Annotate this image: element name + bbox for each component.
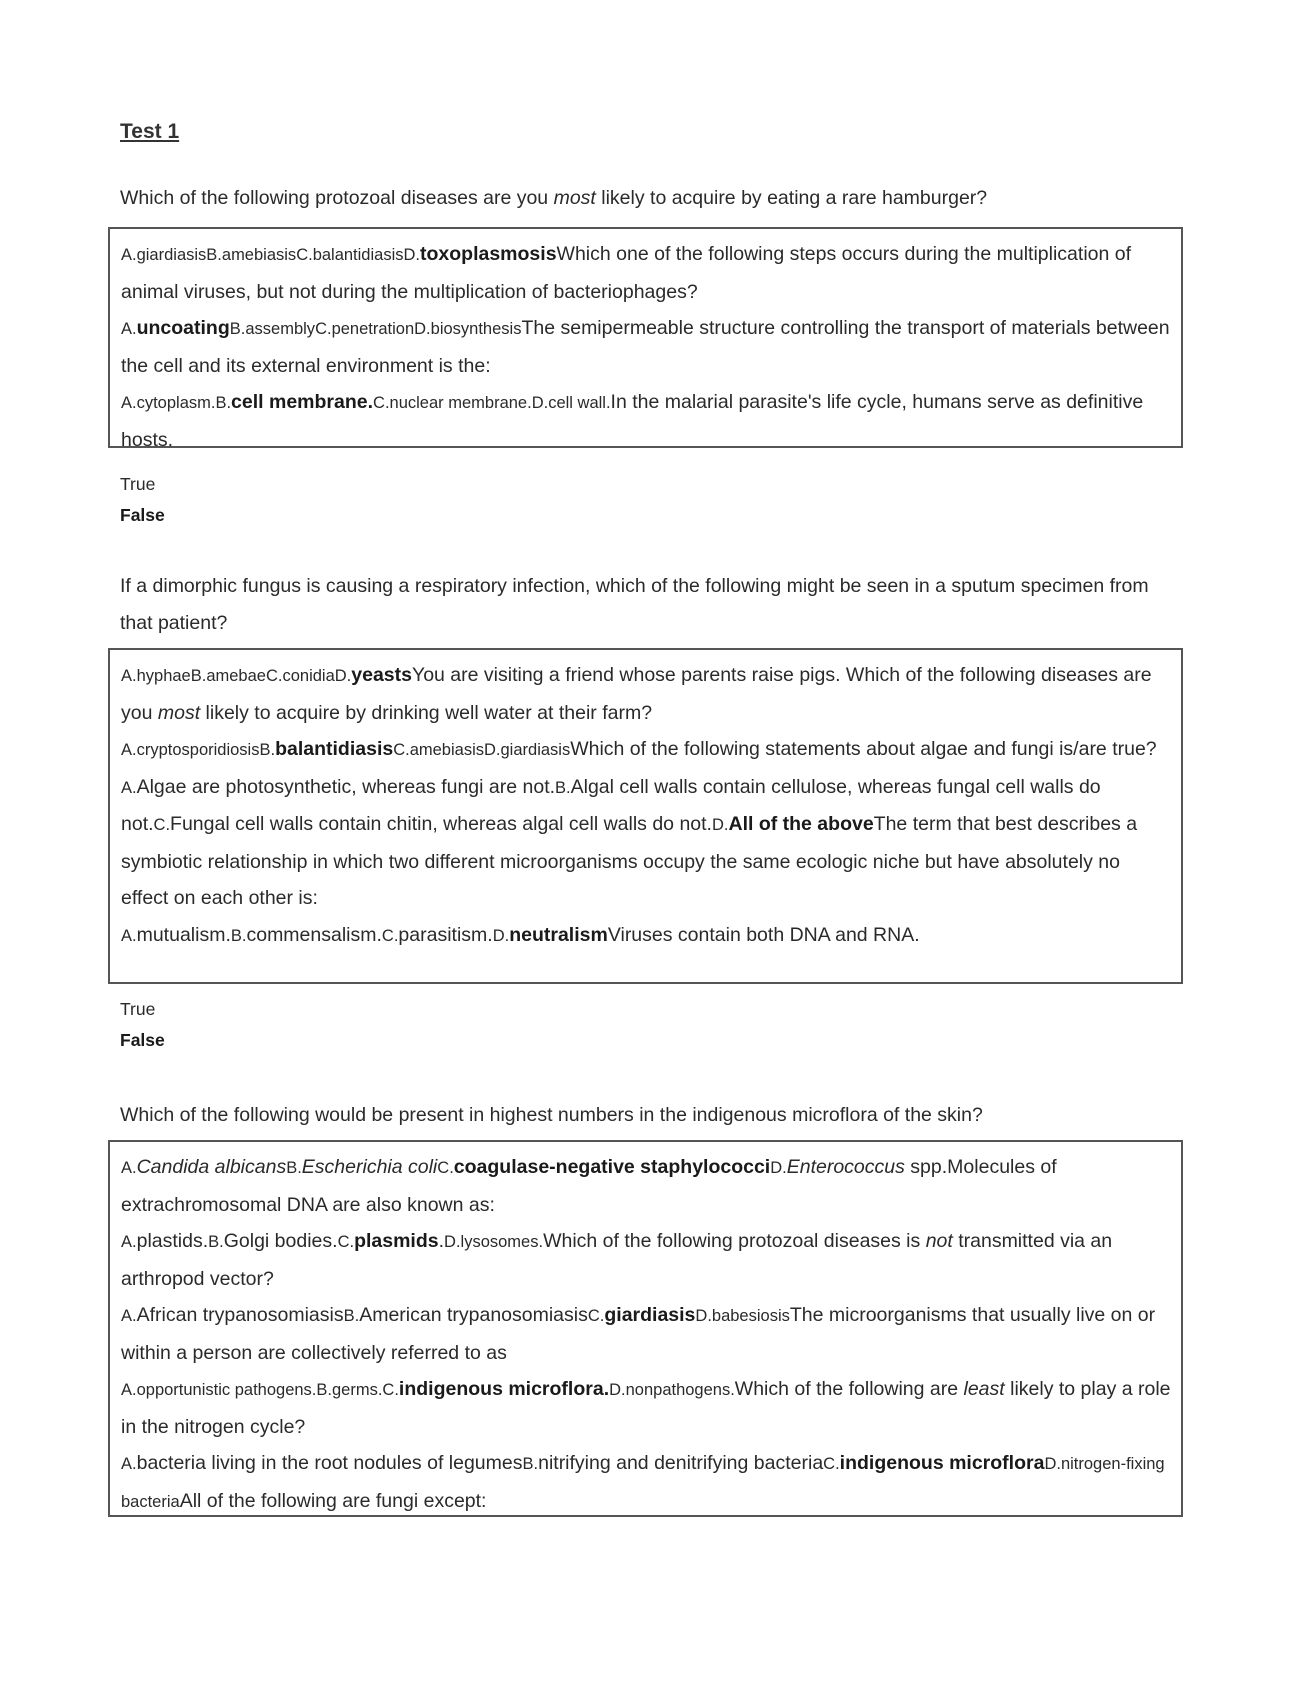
answer-line <box>121 917 1171 955</box>
correct-answer: balantidiasis <box>275 738 394 760</box>
option-text: bacteria living in the root nodules of legumes <box>136 1452 523 1474</box>
question-text: Which of the following are <box>734 1378 964 1400</box>
correct-answer: coagulase-negative staphylococci <box>453 1156 771 1178</box>
option-letter: C. <box>265 667 283 685</box>
correct-answer: uncoating <box>136 317 230 339</box>
option-letter: D. <box>770 1159 787 1177</box>
answer-line <box>121 1297 1171 1371</box>
question-emphasis: least <box>963 1378 1005 1400</box>
answer-line <box>121 1371 1171 1445</box>
option-letter: B. <box>259 741 276 759</box>
option-letter: D. <box>1044 1455 1061 1473</box>
option-text: plastids. <box>136 1230 209 1252</box>
answer-box-3 <box>108 1140 1183 1517</box>
correct-answer: toxoplasmosis <box>420 243 557 265</box>
answer-line <box>121 236 1171 310</box>
question-emphasis: most <box>553 187 596 209</box>
option-text: opportunistic pathogens. <box>136 1381 317 1399</box>
true-false-2 <box>120 994 165 1056</box>
correct-answer: plasmids <box>354 1230 439 1252</box>
option-text: conidia <box>282 667 335 685</box>
question-text: The semipermeable structure controlling the transport of materials between the cell and its external environment is the: <box>121 317 1170 377</box>
option-text: babesiosis <box>711 1307 790 1325</box>
answer-line <box>121 384 1171 458</box>
option-text: nonpathogens. <box>625 1381 735 1399</box>
correct-answer: cell membrane. <box>231 391 374 413</box>
option-text: penetration <box>331 320 415 338</box>
question-text: Molecules of extrachromosomal DNA are also known as: <box>121 1156 1057 1216</box>
option-letter: C. <box>823 1455 840 1473</box>
question-text: The term that best describes a symbiotic relationship in which two different microorganisms occupy the same ecologic niche but have absolutely no effect on each other is: <box>121 813 1138 909</box>
option-letter: C. <box>373 394 390 412</box>
correct-answer: indigenous microflora. <box>398 1378 610 1400</box>
option-text: Escherichia coli <box>301 1156 438 1178</box>
option-letter: B. <box>190 667 207 685</box>
option-text: . <box>438 1230 445 1252</box>
option-letter: A. <box>121 320 137 338</box>
option-letter: D. <box>492 926 510 945</box>
option-letter: A. <box>121 394 137 412</box>
option-text: cryptosporidiosis <box>136 741 260 759</box>
option-letter: A. <box>121 741 137 759</box>
option-text: nitrogen-fixing bacteria <box>121 1455 1165 1511</box>
correct-answer: giardiasis <box>604 1304 696 1326</box>
question-text: In the malarial parasite's life cycle, humans serve as definitive hosts. <box>121 391 1144 451</box>
answer-line <box>121 1445 1171 1520</box>
option-text: Algal cell walls contain cellulose, whereas fungal cell walls do not. <box>121 775 1101 835</box>
option-text: lysosomes. <box>460 1233 544 1251</box>
option-letter: B. <box>229 320 246 338</box>
option-letter: D. <box>484 741 501 759</box>
question-text: likely to play a role in the nitrogen cycle? <box>121 1378 1171 1438</box>
option-letter: B. <box>230 926 247 945</box>
option-letter: C. <box>315 320 332 338</box>
option-text: hyphae <box>136 667 191 685</box>
option-text: Enterococcus <box>786 1156 905 1178</box>
question-emphasis: most <box>157 701 201 724</box>
option-letter: D. <box>444 1233 461 1251</box>
question-text: Which of the following statements about algae and fungi is/are true? <box>570 738 1157 760</box>
option-text: amebae <box>206 667 266 685</box>
question-text: Viruses contain both DNA and RNA. <box>607 923 920 946</box>
question-1 <box>120 180 1170 217</box>
correct-answer: indigenous microflora <box>839 1452 1045 1474</box>
answer-line <box>121 657 1171 731</box>
option-text: giardiasis <box>136 246 207 264</box>
option-letter: D. <box>403 246 420 264</box>
option-letter: A. <box>121 1233 137 1251</box>
option-text: cytoplasm. <box>136 394 216 412</box>
answer-line <box>121 1149 1171 1223</box>
answer-box-2 <box>108 648 1183 984</box>
option-letter: A. <box>121 1307 137 1325</box>
option-text: balantidiasis <box>312 246 404 264</box>
question-2: If a dimorphic fungus is causing a respiratory infection, which of the following might be seen in a sputum specimen from that patient? <box>120 575 1149 634</box>
option-letter: A. <box>121 1455 137 1473</box>
question-emphasis: not <box>925 1230 953 1252</box>
question-text: The microorganisms that usually live on or within a person are collectively referred to as <box>121 1304 1156 1364</box>
question-text: All of the following are fungi except: <box>179 1489 487 1512</box>
option-letter: A. <box>121 778 137 797</box>
option-letter: A. <box>121 667 137 685</box>
option-letter: D. <box>695 1307 712 1325</box>
question-text: transmitted via an arthropod vector? <box>121 1230 1113 1290</box>
option-true: True <box>120 999 156 1019</box>
option-text: African trypanosomiasis <box>136 1304 344 1326</box>
option-letter: A. <box>121 926 137 945</box>
option-text: amebiasis <box>221 246 297 264</box>
option-false <box>120 500 165 531</box>
answer-line <box>121 1223 1171 1297</box>
question-text: Which of the following protozoal diseases is <box>543 1230 926 1252</box>
option-text: assembly <box>245 320 316 338</box>
option-text: cell wall. <box>548 394 611 412</box>
question-text: Which one of the following steps occurs during the multiplication of animal viruses, but not during the multiplication of bacteriophages? <box>121 243 1132 303</box>
option-letter: C. <box>381 926 399 945</box>
option-text: nitrifying and denitrifying bacteria <box>538 1452 824 1474</box>
question-text: likely to acquire by eating a rare hamburger? <box>595 187 988 209</box>
question-text: likely to acquire by drinking well water at their farm? <box>200 701 653 724</box>
option-text: commensalism. <box>246 923 382 946</box>
option-letter: B. <box>206 246 222 264</box>
option-text: Golgi bodies. <box>223 1230 338 1252</box>
option-letter: D. <box>414 320 431 338</box>
option-letter: D. <box>609 1381 626 1399</box>
option-letter: B. <box>343 1307 360 1325</box>
option-letter: C. <box>587 1307 605 1325</box>
option-text: giardiasis <box>500 741 571 759</box>
answer-box-1 <box>108 227 1183 451</box>
option-letter: C. <box>382 1381 399 1399</box>
correct-answer: All of the above <box>728 813 874 835</box>
option-letter: B. <box>208 1233 224 1251</box>
option-false <box>120 1025 165 1056</box>
option-letter: B. <box>316 1381 332 1399</box>
option-letter: A. <box>121 1159 137 1177</box>
correct-answer: False <box>120 505 165 525</box>
question-3: Which of the following would be present in highest numbers in the indigenous microflora of the skin? <box>120 1104 983 1126</box>
answer-line <box>121 769 1171 917</box>
correct-answer: False <box>120 1030 165 1050</box>
answer-line <box>121 731 1171 769</box>
option-letter: C. <box>296 246 313 264</box>
option-text: germs. <box>331 1381 383 1399</box>
option-letter: B. <box>286 1159 302 1177</box>
option-letter: B. <box>522 1455 539 1473</box>
option-text: Algae are photosynthetic, whereas fungi are not. <box>136 775 556 798</box>
option-text: nuclear membrane. <box>389 394 532 412</box>
correct-answer: yeasts <box>351 664 412 686</box>
true-false-1 <box>120 469 165 531</box>
option-letter: D. <box>334 667 352 685</box>
option-letter: C. <box>437 1159 454 1177</box>
option-text: Fungal cell walls contain chitin, whereas algal cell walls do not. <box>170 813 712 835</box>
question-text: You are visiting a friend whose parents raise pigs. Which of the following diseases are you <box>121 664 1152 724</box>
option-letter: B. <box>555 778 571 797</box>
option-text: mutualism. <box>136 923 231 946</box>
option-letter: A. <box>121 246 137 264</box>
option-letter: A. <box>121 1381 137 1399</box>
question-text: Which of the following protozoal diseases are you <box>120 187 554 209</box>
option-text: parasitism. <box>398 923 493 946</box>
option-letter: B. <box>215 394 232 412</box>
answer-line <box>121 310 1171 384</box>
option-text: spp. <box>904 1156 948 1178</box>
option-text: American trypanosomiasis <box>359 1304 588 1326</box>
option-letter: C. <box>153 816 171 834</box>
option-true: True <box>120 474 156 494</box>
option-text: amebiasis <box>409 741 484 759</box>
correct-answer: neutralism <box>509 923 608 946</box>
option-text: Candida albicans <box>136 1156 287 1178</box>
option-letter: C. <box>393 741 410 759</box>
option-letter: D. <box>531 394 549 412</box>
option-text: biosynthesis <box>430 320 522 338</box>
option-letter: D. <box>711 816 729 834</box>
option-letter: C. <box>337 1233 355 1251</box>
page-title: Test 1 <box>120 120 180 143</box>
